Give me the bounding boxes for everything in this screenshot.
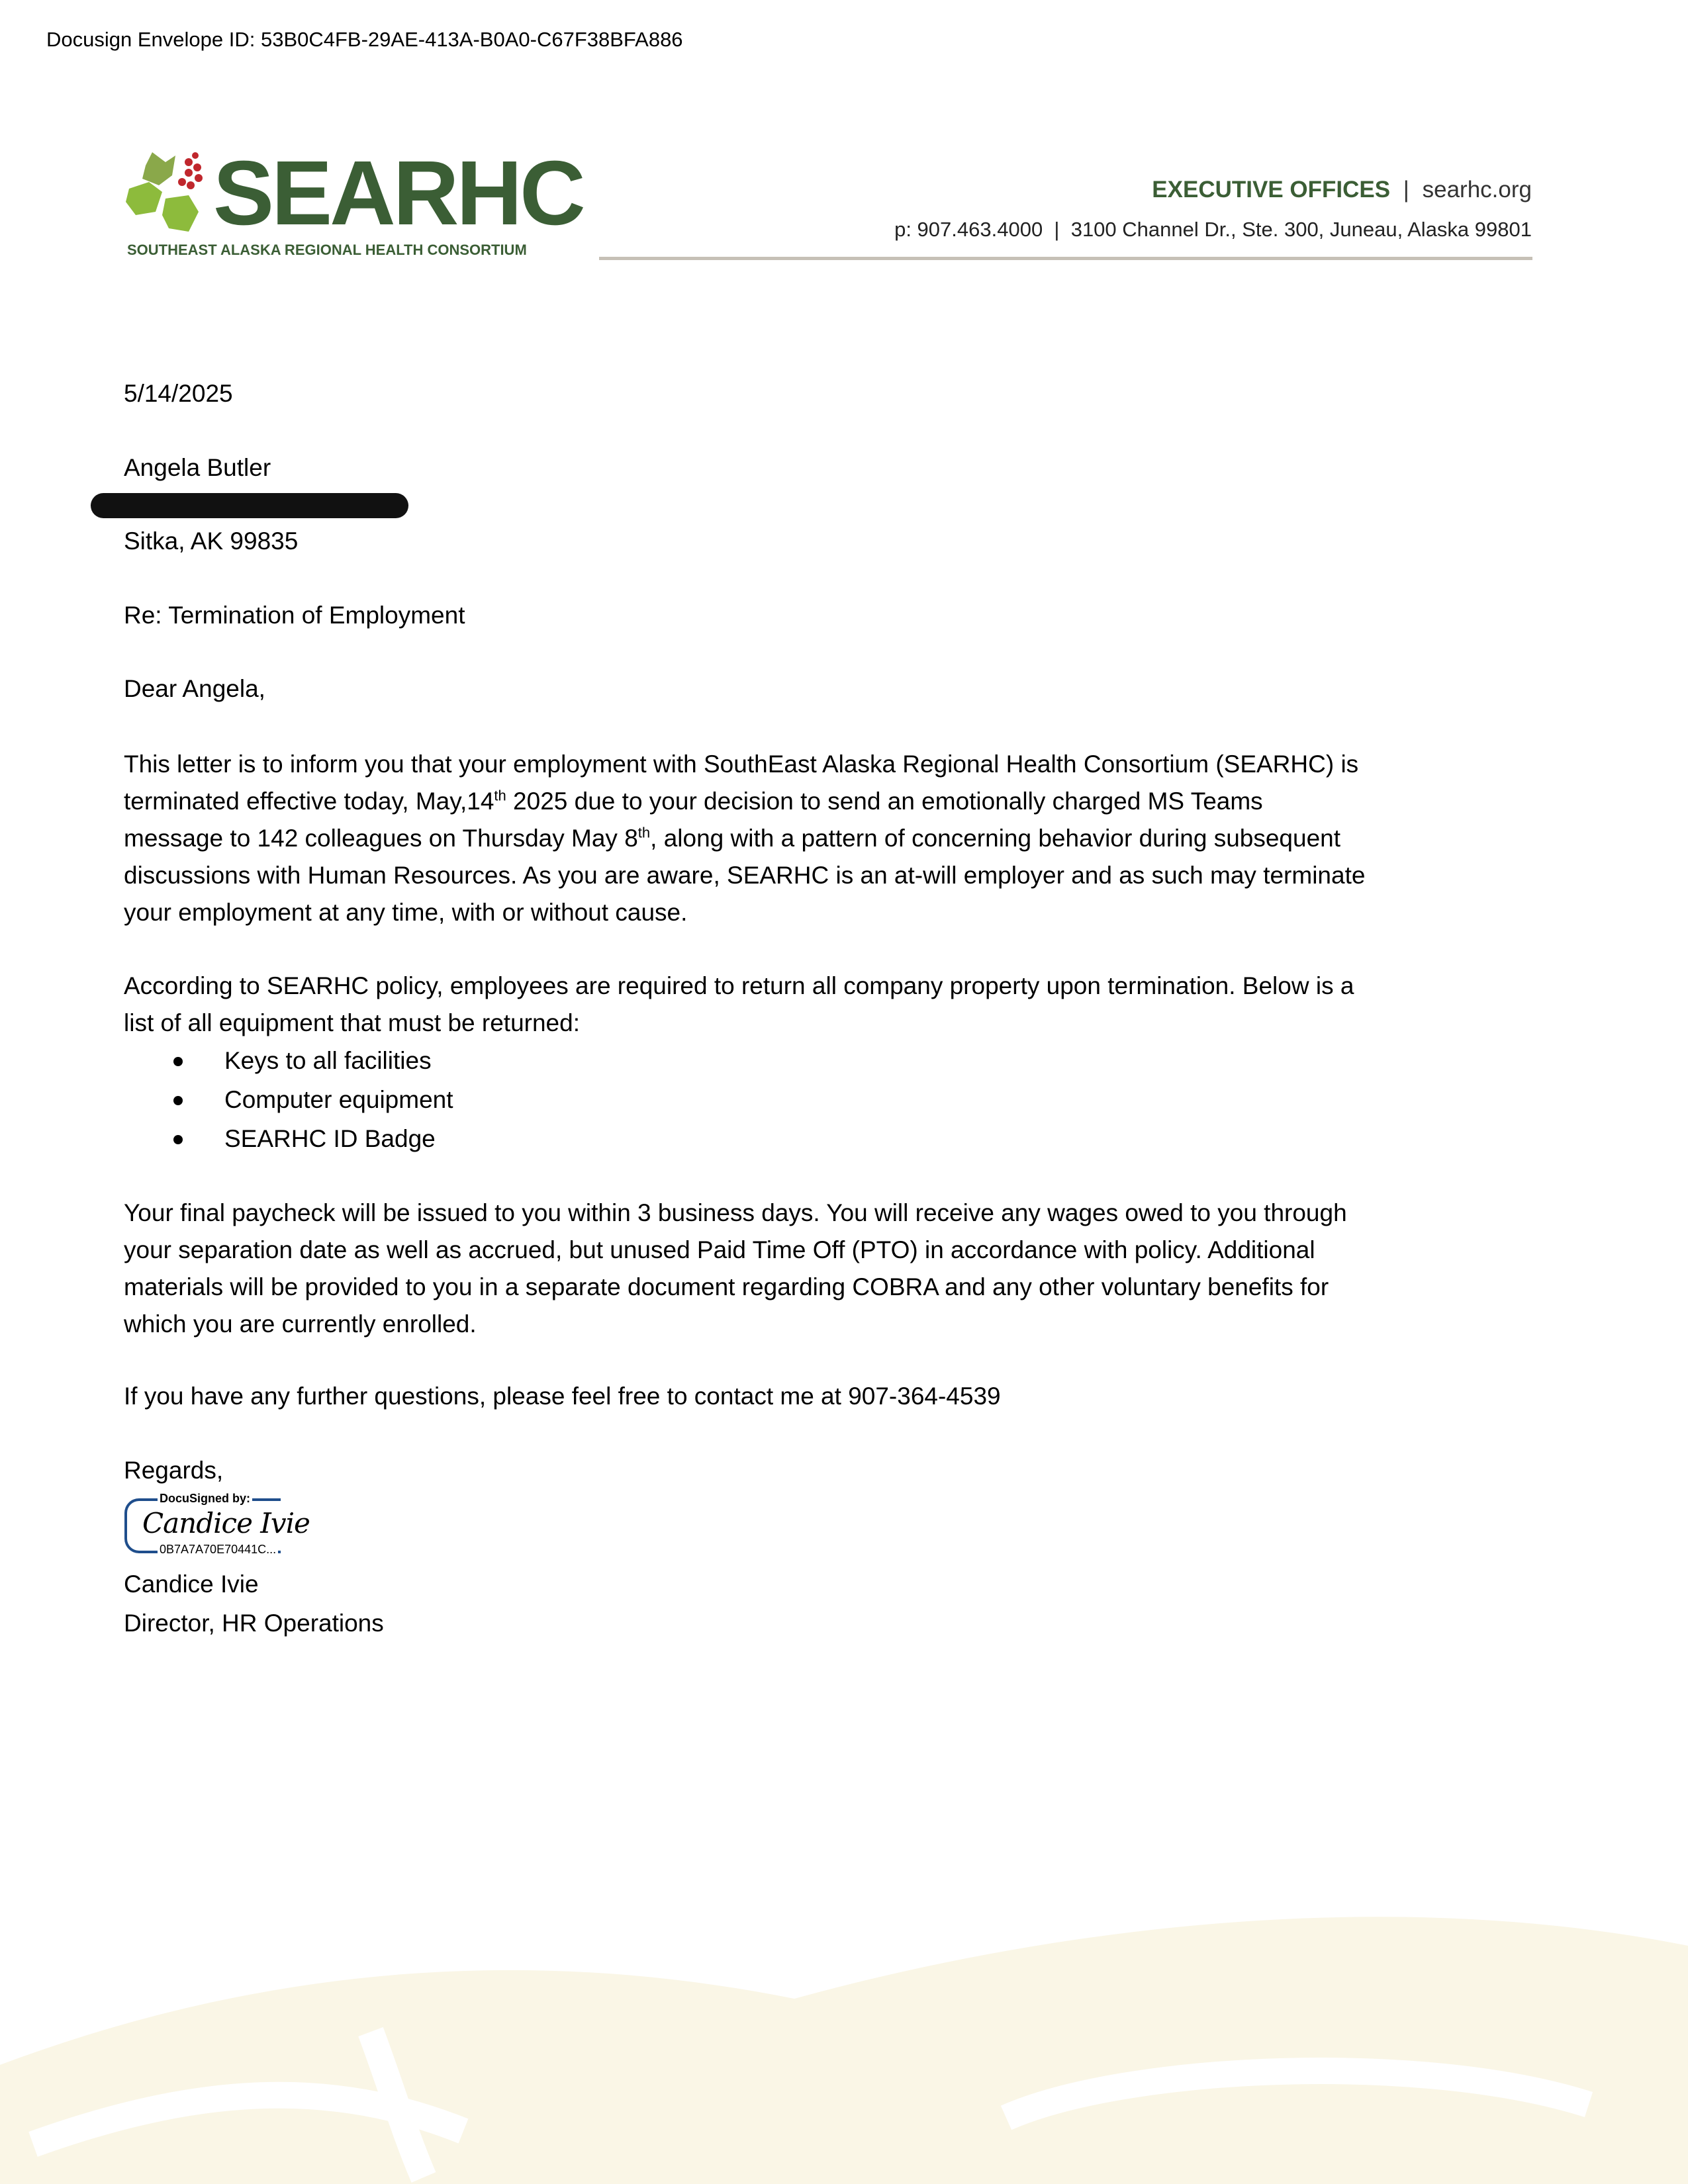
redacted-address	[91, 493, 408, 518]
text-line	[124, 746, 1365, 783]
ordinal-suffix: th	[494, 787, 506, 804]
paragraph-policy	[124, 968, 1354, 1042]
office-name: EXECUTIVE OFFICES	[1152, 177, 1391, 203]
contact-line: p: 907.463.4000 | 3100 Channel Dr., Ste. 300, Juneau, Alaska 99801	[894, 218, 1532, 241]
logo-wordmark: SEARHC	[213, 142, 583, 244]
text-line: materials will be provided to you in a separate document regarding COBRA and any other voluntary benefits for	[124, 1273, 1329, 1300]
text-segment: terminated effective today, May,14	[124, 788, 494, 815]
paragraph-paycheck	[124, 1195, 1347, 1343]
recipient-name: Angela Butler	[124, 454, 271, 481]
searhc-logo	[126, 142, 583, 265]
text-segment: message to 142 colleagues on Thursday May 8	[124, 825, 638, 852]
text-segment: discussions with Human Resources. As you are aware, SEARHC is an at-will employer and as such may terminate	[124, 862, 1366, 889]
paragraph-termination	[124, 746, 1365, 931]
text-segment: This letter is to inform you that your employment with SouthEast Alaska Regional Health Consortium (SEARHC) is	[124, 751, 1359, 778]
signer-name: Candice Ivie	[124, 1570, 259, 1598]
separator: |	[1403, 177, 1409, 203]
list-item: Computer equipment	[224, 1086, 453, 1113]
recipient-city: Sitka, AK 99835	[124, 527, 299, 555]
office-line	[1152, 176, 1532, 204]
list-item: Keys to all facilities	[224, 1047, 432, 1074]
docusigned-by-label: DocuSigned by:	[158, 1492, 252, 1506]
text-line: According to SEARHC policy, employees are required to return all company property upon termination. Below is a	[124, 972, 1354, 999]
text-segment: , along with a pattern of concerning behavior during subsequent	[650, 825, 1341, 852]
text-line	[124, 857, 1365, 894]
list-item: SEARHC ID Badge	[224, 1125, 436, 1152]
text-line	[124, 894, 1365, 931]
logo-subtitle: SOUTHEAST ALASKA REGIONAL HEALTH CONSORTIUM	[127, 242, 527, 258]
text-line: which you are currently enrolled.	[124, 1310, 477, 1338]
text-line: list of all equipment that must be returned:	[124, 1009, 580, 1036]
text-segment: your employment at any time, with or without cause.	[124, 899, 688, 926]
text-line	[124, 820, 1365, 857]
website: searhc.org	[1422, 177, 1532, 203]
header-rule	[599, 257, 1532, 260]
signature-id: 0B7A7A70E70441C...	[158, 1543, 278, 1557]
bullet-icon	[173, 1057, 183, 1066]
handwritten-signature: Candice Ivie	[142, 1507, 310, 1539]
closing: Regards,	[124, 1457, 224, 1484]
text-line: Your final paycheck will be issued to you within 3 business days. You will receive any wages owed to you through	[124, 1199, 1347, 1226]
docusign-envelope-id: Docusign Envelope ID: 53B0C4FB-29AE-413A-B0A0-C67F38BFA886	[46, 28, 683, 51]
text-segment: 2025 due to your decision to send an emotionally charged MS Teams	[506, 788, 1263, 815]
text-line	[124, 783, 1365, 820]
subject-line: Re: Termination of Employment	[124, 602, 465, 629]
bullet-icon	[173, 1135, 183, 1144]
letter-date: 5/14/2025	[124, 380, 233, 407]
text-line: your separation date as well as accrued, but unused Paid Time Off (PTO) in accordance with policy. Additional	[124, 1236, 1315, 1263]
bullet-icon	[173, 1096, 183, 1105]
watermark-formline-art	[0, 1866, 1688, 2184]
paragraph-contact: If you have any further questions, please feel free to contact me at 907-364-4539	[124, 1383, 1001, 1410]
salutation: Dear Angela,	[124, 675, 265, 702]
ordinal-suffix: th	[637, 824, 651, 841]
signer-title: Director, HR Operations	[124, 1610, 384, 1637]
